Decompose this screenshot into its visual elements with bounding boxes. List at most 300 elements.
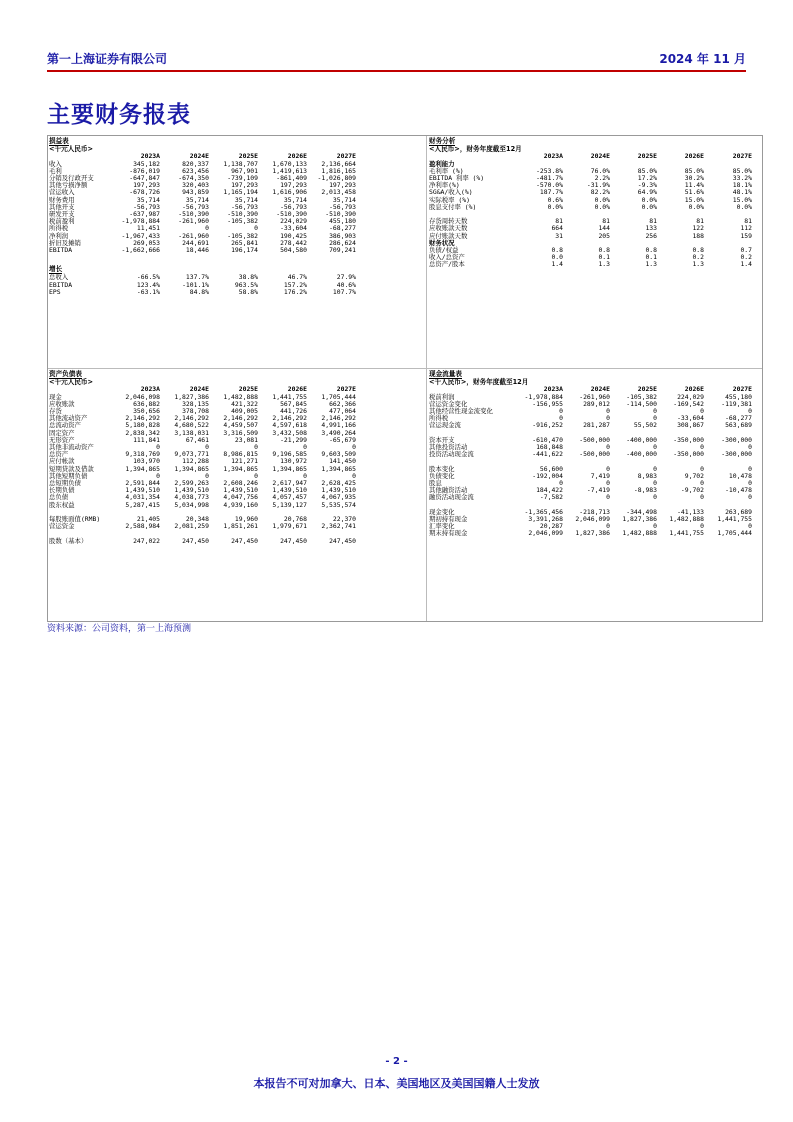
row-label: 其他亏损净额 [49, 181, 88, 190]
cell-value: 269,053 [133, 238, 160, 247]
cell-value: 188 [692, 231, 704, 240]
cell-value: 48.1% [732, 188, 752, 197]
cell-value: 328,135 [182, 399, 209, 408]
footer-disclaimer: 本报告不可对加拿大、日本、美国地区及美国国籍人士发放 [253, 1077, 540, 1090]
cell-value: 17.2% [637, 174, 657, 183]
cell-value: -66.5% [136, 273, 160, 282]
cell-value: -1,978,884 [524, 392, 563, 401]
cell-value: 1,441,755 [669, 529, 704, 538]
table-row [429, 261, 752, 268]
balance-table [49, 386, 356, 544]
row-label: 每股账面值(RMB) [49, 515, 101, 524]
cell-value: 9,702 [684, 471, 704, 480]
cell-value: -678,726 [129, 188, 160, 197]
cell-value: 0 [254, 224, 258, 233]
cell-value: 308,867 [677, 421, 704, 430]
cell-value: 247,450 [182, 536, 209, 545]
cell-value: 664 [551, 224, 563, 233]
cell-value: 320,403 [182, 181, 209, 190]
row-label: 长期负债 [49, 486, 75, 495]
cell-value: 56,600 [539, 464, 563, 473]
cell-value: -510,390 [178, 210, 209, 219]
cell-value: 2,146,292 [223, 414, 258, 423]
cell-value: 5,287,415 [125, 500, 160, 509]
cash-flow-statement [429, 371, 759, 538]
cell-value: 247,022 [133, 536, 160, 545]
cell-value: -63.1% [136, 287, 160, 296]
cell-value: 1,851,261 [223, 522, 258, 531]
cell-value: 1,705,444 [717, 529, 752, 538]
financial-tables [47, 135, 763, 622]
cell-value: 3,432,508 [272, 428, 307, 437]
cell-value: 81 [696, 217, 704, 226]
cell-value: -350,000 [673, 450, 704, 459]
cell-value: 662,366 [329, 399, 356, 408]
cell-value: 35,714 [185, 195, 209, 204]
cell-value: 455,180 [725, 392, 752, 401]
cell-value: 0 [559, 407, 563, 416]
cell-value: -105,382 [227, 231, 258, 240]
analysis-title: 财务分析 [429, 137, 456, 145]
cell-value: 0 [205, 224, 209, 233]
section-heading: 财务状况 [429, 238, 455, 247]
cell-value: -33,604 [677, 414, 704, 423]
row-label: 营运资金变化 [429, 399, 468, 408]
table-row [429, 422, 752, 429]
year-header: 2024E [189, 385, 209, 394]
row-label: 营运收入 [49, 188, 75, 197]
table-row [49, 218, 356, 225]
cell-value: -156,955 [532, 399, 563, 408]
cell-value: -344,498 [626, 507, 657, 516]
cell-value: -33,604 [280, 224, 307, 233]
cell-value: 0 [653, 522, 657, 531]
year-header: 2023A [140, 385, 160, 394]
row-label: 分销及行政开支 [49, 174, 94, 183]
cell-value: -1,026,809 [317, 174, 356, 183]
cell-value: -261,960 [178, 217, 209, 226]
cell-value: 9,603,509 [321, 450, 356, 459]
cell-value: 0 [653, 443, 657, 452]
page-number: - 2 - [385, 1056, 408, 1067]
year-header: 2025E [637, 385, 657, 394]
cell-value: 4,047,756 [223, 493, 258, 502]
row-label: 股息支付率 (%) [429, 202, 477, 211]
cell-value: 0.1 [645, 253, 657, 262]
cell-value: 2,081,259 [174, 522, 209, 531]
row-label: 投资活动现金流 [429, 450, 474, 459]
cell-value: 55,502 [633, 421, 657, 430]
cell-value: 265,841 [231, 238, 258, 247]
cell-value: 0 [653, 414, 657, 423]
company-header: 第一上海证券有限公司 [47, 52, 168, 66]
table-row [49, 502, 356, 509]
year-header: 2026E [287, 385, 307, 394]
cell-value: 0.8 [692, 246, 704, 255]
row-label: 总资产/股本 [429, 260, 465, 269]
cell-value: 3,490,264 [321, 428, 356, 437]
year-header: 2023A [543, 152, 563, 161]
cell-value: 0 [700, 464, 704, 473]
cell-value: 205 [598, 231, 610, 240]
row-label: 总收入 [49, 273, 69, 282]
cell-value: 7,419 [590, 471, 610, 480]
cell-value: 504,580 [280, 246, 307, 255]
cell-value: 1,616,906 [272, 188, 307, 197]
cell-value: 46.7% [287, 273, 307, 282]
cell-value: 278,442 [280, 238, 307, 247]
row-label: 净利率(%) [429, 181, 460, 190]
cell-value: 563,689 [725, 421, 752, 430]
year-header: 2023A [140, 152, 160, 161]
cell-value: 18,446 [185, 246, 209, 255]
cell-value: 137.7% [185, 273, 209, 282]
cell-value: 2,136,664 [321, 159, 356, 168]
cell-value: -916,252 [532, 421, 563, 430]
cell-value: 3,391,268 [528, 515, 563, 524]
table-row [49, 247, 356, 254]
cell-value: 2,617,947 [272, 479, 307, 488]
cell-value: 8,983 [637, 471, 657, 480]
cell-value: 20,348 [185, 515, 209, 524]
cell-value: 0.1 [598, 253, 610, 262]
cell-value: 4,057,457 [272, 493, 307, 502]
cell-value: 0 [748, 407, 752, 416]
row-label: 股数（基本） [49, 536, 88, 545]
cell-value: 64.9% [637, 188, 657, 197]
cell-value: -637,987 [129, 210, 160, 219]
cell-value: 130,972 [280, 457, 307, 466]
cell-value: 244,691 [182, 238, 209, 247]
row-label: 股息 [429, 479, 442, 488]
cell-value: 636,882 [133, 399, 160, 408]
cell-value: 0 [653, 493, 657, 502]
cell-value: 2,046,098 [125, 392, 160, 401]
cell-value: 0 [156, 443, 160, 452]
cell-value: 1,482,888 [622, 529, 657, 538]
cell-value: 4,597,618 [272, 421, 307, 430]
table-row [429, 530, 752, 537]
cell-value: 820,337 [182, 159, 209, 168]
row-label: 其他非流动资产 [49, 443, 94, 452]
row-label: 应付账款天数 [429, 231, 468, 240]
cell-value: 1,439,510 [223, 486, 258, 495]
cell-value: -500,000 [579, 435, 610, 444]
cell-value: 455,180 [329, 217, 356, 226]
cell-value: 197,293 [133, 181, 160, 190]
row-label: 现金变化 [429, 507, 455, 516]
cell-value: 247,450 [280, 536, 307, 545]
year-header: 2023A [543, 385, 563, 394]
cell-value: 0 [700, 493, 704, 502]
cell-value: 0 [748, 443, 752, 452]
cell-value: -31.9% [586, 181, 610, 190]
cell-value: 23,081 [234, 435, 258, 444]
row-label: 期末持有现金 [429, 529, 468, 538]
year-header: 2025E [238, 152, 258, 161]
section-heading: 盈利能力 [429, 159, 455, 168]
cell-value: 477,064 [329, 407, 356, 416]
balance-sheet [49, 371, 419, 545]
row-label: 负债/权益 [429, 246, 459, 255]
cell-value: 5,139,127 [272, 500, 307, 509]
cell-value: 0 [606, 493, 610, 502]
row-label: 股本变化 [429, 464, 455, 473]
income-title: 损益表 [49, 137, 69, 145]
cell-value: 133 [645, 224, 657, 233]
cell-value: 0 [559, 414, 563, 423]
cell-value: 224,029 [280, 217, 307, 226]
cell-value: 4,991,166 [321, 421, 356, 430]
cell-value: 1,482,888 [669, 515, 704, 524]
row-label: 总资产 [49, 450, 69, 459]
cell-value: 176.2% [283, 287, 307, 296]
cell-value: 0.0% [641, 202, 657, 211]
cell-value: 1,670,133 [272, 159, 307, 168]
cell-value: 4,038,773 [174, 493, 209, 502]
cell-value: -101.1% [182, 280, 209, 289]
cell-value: 1,419,613 [272, 166, 307, 175]
cell-value: 0 [606, 414, 610, 423]
cell-value: 0 [303, 443, 307, 452]
cell-value: 2,146,292 [125, 414, 160, 423]
cell-value: 967,901 [231, 166, 258, 175]
cell-value: 40.6% [336, 280, 356, 289]
year-header: 2024E [590, 152, 610, 161]
table-row [49, 466, 356, 473]
row-label: 其他融资活动 [429, 486, 468, 495]
row-label: 负债变化 [429, 471, 455, 480]
cell-value: 112 [740, 224, 752, 233]
cell-value: 1,439,510 [321, 486, 356, 495]
cell-value: 27.9% [336, 273, 356, 282]
cell-value: -861,409 [276, 174, 307, 183]
cell-value: 0 [700, 522, 704, 531]
cell-value: 1,394,865 [125, 464, 160, 473]
cell-value: 10,478 [728, 471, 752, 480]
cell-value: 157.2% [283, 280, 307, 289]
cell-value: 184,422 [536, 486, 563, 495]
row-label: 资本开支 [429, 435, 455, 444]
cashflow-title: 现金流量表 [429, 370, 462, 378]
cell-value: 0 [254, 443, 258, 452]
row-label: EBITDA 利率 (%) [429, 174, 485, 183]
cell-value: 1,394,865 [174, 464, 209, 473]
income-unit: <千元人民币> [49, 145, 94, 154]
row-label: 其他开支 [49, 202, 75, 211]
year-header: 2026E [684, 385, 704, 394]
cell-value: 11.4% [684, 181, 704, 190]
cell-value: 1,439,510 [272, 486, 307, 495]
growth-table [49, 274, 356, 296]
cell-value: 8,986,815 [223, 450, 258, 459]
cell-value: 82.2% [590, 188, 610, 197]
cell-value: 107.7% [332, 287, 356, 296]
cell-value: 0 [606, 479, 610, 488]
cell-value: 187.7% [539, 188, 563, 197]
cell-value: 81 [649, 217, 657, 226]
cell-value: 197,293 [231, 181, 258, 190]
cell-value: 2,146,292 [174, 414, 209, 423]
row-label: 营运资金 [49, 522, 75, 531]
cell-value: 85.0% [637, 166, 657, 175]
cell-value: 11,451 [136, 224, 160, 233]
row-label: 实际税率 (%) [429, 195, 470, 204]
cell-value: 4,067,935 [321, 493, 356, 502]
cell-value: 38.8% [238, 273, 258, 282]
report-date: 2024 年 11 月 [659, 52, 746, 66]
row-label: 存货 [49, 407, 62, 416]
cell-value: 0 [700, 479, 704, 488]
cell-value: 196,174 [231, 246, 258, 255]
cell-value: 1,394,865 [321, 464, 356, 473]
cell-value: 1,482,888 [223, 392, 258, 401]
row-label: 毛利 [49, 166, 62, 175]
row-label: 无形资产 [49, 435, 75, 444]
table-row [429, 451, 752, 458]
cell-value: 0 [748, 493, 752, 502]
row-label: EPS [49, 287, 61, 296]
cell-value: 0 [606, 443, 610, 452]
row-label: SG&A/收入(%) [429, 188, 473, 197]
cell-value: 121,271 [231, 457, 258, 466]
row-label: 收入/总资产 [429, 253, 465, 262]
cell-value: 123.4% [136, 280, 160, 289]
cell-value: 20,768 [283, 515, 307, 524]
row-label: 应收账款 [49, 399, 75, 408]
cell-value: 0.7 [740, 246, 752, 255]
cell-value: -1,978,884 [121, 217, 160, 226]
cell-value: -10,478 [725, 486, 752, 495]
cell-value: 15.0% [684, 195, 704, 204]
cell-value: 30.2% [684, 174, 704, 183]
table-row [49, 538, 356, 545]
cell-value: 35,714 [332, 195, 356, 204]
cell-value: -876,019 [129, 166, 160, 175]
cell-value: 0.2 [692, 253, 704, 262]
cell-value: 0 [254, 471, 258, 480]
table-row [49, 437, 356, 444]
cell-value: 2,146,292 [321, 414, 356, 423]
cell-value: 0 [700, 407, 704, 416]
row-label: 其他短期负债 [49, 471, 88, 480]
cell-value: 0.0% [641, 195, 657, 204]
cell-value: 567,845 [280, 399, 307, 408]
row-label: 净利润 [49, 231, 69, 240]
row-label: 现金 [49, 392, 62, 401]
cell-value: 0.8 [645, 246, 657, 255]
year-header: 2027E [732, 385, 752, 394]
cell-value: 1,705,444 [321, 392, 356, 401]
cell-value: -570.0% [536, 181, 563, 190]
cell-value: -21,299 [280, 435, 307, 444]
cell-value: 709,241 [329, 246, 356, 255]
cell-value: 81 [602, 217, 610, 226]
cell-value: 0.0% [688, 202, 704, 211]
cell-value: 2,838,342 [125, 428, 160, 437]
cashflow-unit: <千人民币>，财务年度截至12月 [429, 378, 529, 387]
cell-value: 409,005 [231, 407, 258, 416]
cell-value: 441,726 [280, 407, 307, 416]
cell-value: 0.0% [547, 202, 563, 211]
cell-value: 247,450 [231, 536, 258, 545]
year-header-row [429, 153, 752, 160]
cell-value: 247,450 [329, 536, 356, 545]
cell-value: 144 [598, 224, 610, 233]
cell-value: 386,903 [329, 231, 356, 240]
cell-value: 168,848 [536, 443, 563, 452]
cell-value: 0 [653, 479, 657, 488]
cell-value: 0 [156, 471, 160, 480]
row-label: 所得税 [49, 224, 69, 233]
cell-value: -261,960 [178, 231, 209, 240]
cell-value: -192,004 [532, 471, 563, 480]
cell-value: 2,013,458 [321, 188, 356, 197]
year-header: 2026E [684, 152, 704, 161]
cell-value: 2,608,246 [223, 479, 258, 488]
row-label: 折旧及摊销 [49, 238, 81, 247]
cell-value: 0.2 [740, 253, 752, 262]
cell-value: 35,714 [283, 195, 307, 204]
cell-value: 197,293 [280, 181, 307, 190]
cell-value: 31 [555, 231, 563, 240]
row-label: 研发开支 [49, 210, 75, 219]
year-header: 2025E [637, 152, 657, 161]
year-header: 2024E [189, 152, 209, 161]
row-label: 税前盈利 [49, 217, 75, 226]
cell-value: 2,591,844 [125, 479, 160, 488]
cell-value: 21,405 [136, 515, 160, 524]
row-label: 固定资产 [49, 428, 75, 437]
table-row [429, 233, 752, 240]
cell-value: -56,793 [231, 202, 258, 211]
financial-analysis [429, 138, 759, 269]
cell-value: -119,381 [721, 399, 752, 408]
cell-value: 2,046,099 [528, 529, 563, 538]
cell-value: 159 [740, 231, 752, 240]
row-label: 应付帐款 [49, 457, 75, 466]
cell-value: 51.6% [684, 188, 704, 197]
cell-value: 1,979,671 [272, 522, 307, 531]
cell-value: 4,680,522 [174, 421, 209, 430]
cell-value: 2,628,425 [321, 479, 356, 488]
cell-value: 1.4 [551, 260, 563, 269]
year-header: 2026E [287, 152, 307, 161]
analysis-table [429, 153, 752, 268]
row-label: 毛利率 (%) [429, 166, 464, 175]
cell-value: 0 [606, 522, 610, 531]
row-label: 总短期负债 [49, 479, 81, 488]
cell-value: -105,382 [227, 217, 258, 226]
cell-value: 2,046,099 [575, 515, 610, 524]
cell-value: -68,277 [329, 224, 356, 233]
cell-value: 141,450 [329, 457, 356, 466]
row-label: EBITDA [49, 246, 73, 255]
cell-value: -169,542 [673, 399, 704, 408]
cell-value: 256 [645, 231, 657, 240]
cell-value: 0 [205, 443, 209, 452]
cell-value: 103,970 [133, 457, 160, 466]
cell-value: -400,000 [626, 450, 657, 459]
table-row [429, 494, 752, 501]
cell-value: 122 [692, 224, 704, 233]
analysis-unit: <人民币>，财务年度截至12月 [429, 145, 522, 154]
cell-value: -41,133 [677, 507, 704, 516]
cell-value: 0 [303, 471, 307, 480]
cashflow-table [429, 386, 752, 537]
cell-value: -253.8% [536, 166, 563, 175]
cell-value: 111,841 [133, 435, 160, 444]
